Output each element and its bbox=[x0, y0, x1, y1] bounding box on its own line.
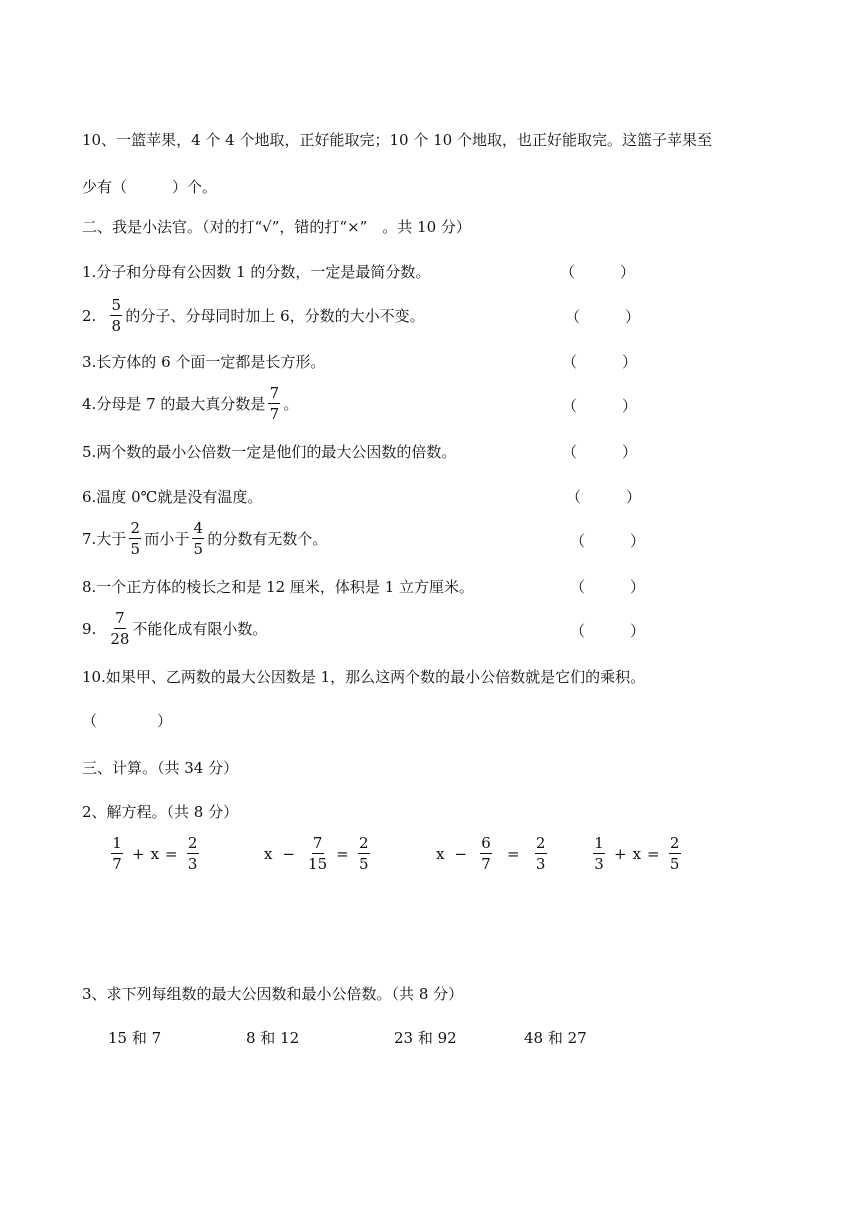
question-10-line-1: 10、一篮苹果，4 个 4 个地取，正好能取完；10 个 10 个地取，也正好能取完。这篮子苹果至 bbox=[82, 131, 712, 149]
equation-4 bbox=[590, 836, 684, 872]
answer-paren-6[interactable]: （ ） bbox=[566, 488, 642, 506]
judge-item-7 bbox=[82, 521, 327, 557]
judge-item-3: 3.长方体的 6 个面一定都是长方形。 bbox=[82, 353, 326, 371]
section-3-heading: 三、计算。（共 34 分） bbox=[82, 759, 239, 777]
fraction-numerator: 2 bbox=[187, 834, 198, 852]
fraction-numerator: 2 bbox=[130, 519, 141, 537]
item-7-text-post: 的分数有无数个。 bbox=[207, 530, 328, 548]
item-2-number: 2. bbox=[82, 307, 97, 325]
judge-item-10: 10.如果甲、乙两数的最大公因数是 1，那么这两个数的最小公倍数就是它们的乘积。 bbox=[82, 668, 646, 686]
fraction-denominator: 28 bbox=[110, 630, 130, 648]
fraction-numerator: 1 bbox=[112, 834, 122, 852]
fraction-denominator: 7 bbox=[112, 855, 122, 873]
answer-paren-10[interactable]: （ ） bbox=[82, 712, 173, 730]
fraction-7-7 bbox=[268, 386, 280, 422]
item-9-text: 不能化成有限小数。 bbox=[132, 620, 268, 638]
answer-paren-8[interactable]: （ ） bbox=[570, 578, 646, 596]
fraction-denominator: 5 bbox=[193, 540, 204, 558]
judge-item-5: 5.两个数的最小公倍数一定是他们的最大公因数的倍数。 bbox=[82, 443, 457, 461]
operator-plus: + bbox=[132, 844, 145, 863]
equals-sign: = bbox=[165, 844, 178, 863]
solve-equations-heading: 2、解方程。（共 8 分） bbox=[82, 803, 239, 821]
item-2-text: 的分子、分母同时加上 6，分数的大小不变。 bbox=[125, 307, 425, 325]
fraction-numerator: 2 bbox=[358, 834, 369, 852]
number-group-1: 15 和 7 bbox=[108, 1029, 162, 1047]
fraction-numerator: 6 bbox=[481, 834, 491, 852]
answer-paren-2[interactable]: （ ） bbox=[565, 308, 641, 326]
fraction-denominator: 5 bbox=[130, 540, 141, 558]
variable-x: x bbox=[436, 844, 445, 863]
fraction-numerator: 4 bbox=[193, 519, 204, 537]
judge-item-6: 6.温度 0℃就是没有温度。 bbox=[82, 488, 263, 506]
operator-minus: − bbox=[454, 844, 468, 863]
equation-fraction bbox=[535, 836, 547, 872]
equation-fraction bbox=[187, 836, 199, 872]
answer-paren-7[interactable]: （ ） bbox=[570, 532, 646, 550]
fraction-denominator: 7 bbox=[481, 855, 491, 873]
equation-2 bbox=[264, 836, 373, 872]
judge-item-1: 1.分子和分母有公因数 1 的分数，一定是最简分数。 bbox=[82, 263, 431, 281]
fraction-numerator: 2 bbox=[669, 834, 680, 852]
fraction-denominator: 5 bbox=[669, 855, 680, 873]
number-group-4: 48 和 27 bbox=[524, 1029, 587, 1047]
equation-fraction bbox=[111, 836, 123, 872]
answer-paren-3[interactable]: （ ） bbox=[562, 353, 638, 371]
equation-fraction bbox=[308, 836, 327, 872]
fraction-numerator: 2 bbox=[535, 834, 546, 852]
fraction-numerator: 7 bbox=[312, 834, 323, 852]
judge-item-2 bbox=[82, 298, 425, 334]
fraction-5-8 bbox=[110, 298, 122, 334]
fraction-numerator: 7 bbox=[115, 609, 125, 627]
equals-sign: = bbox=[507, 844, 520, 863]
item-4-text-post: 。 bbox=[283, 395, 299, 413]
fraction-4-5 bbox=[192, 521, 204, 557]
fraction-denominator: 8 bbox=[111, 317, 122, 335]
gcd-lcm-heading: 3、求下列每组数的最大公因数和最小公倍数。（共 8 分） bbox=[82, 985, 464, 1003]
judge-item-8: 8.一个正方体的棱长之和是 12 厘米，体积是 1 立方厘米。 bbox=[82, 578, 475, 596]
fraction-denominator: 3 bbox=[535, 855, 546, 873]
section-2-heading: 二、我是小法官。（对的打“√”，错的打“×” 。共 10 分） bbox=[82, 218, 471, 236]
judge-item-9 bbox=[82, 611, 267, 647]
answer-paren-5[interactable]: （ ） bbox=[562, 443, 638, 461]
equation-fraction bbox=[358, 836, 370, 872]
judge-item-4 bbox=[82, 386, 298, 422]
operator-minus: − bbox=[282, 844, 296, 863]
answer-paren-4[interactable]: （ ） bbox=[562, 397, 638, 415]
fraction-numerator: 7 bbox=[269, 384, 280, 402]
fraction-denominator: 5 bbox=[358, 855, 369, 873]
operator-plus: + bbox=[614, 844, 627, 863]
fraction-denominator: 15 bbox=[308, 855, 328, 873]
fraction-2-5 bbox=[129, 521, 141, 557]
fraction-denominator: 7 bbox=[269, 405, 280, 423]
fraction-numerator: 1 bbox=[594, 834, 604, 852]
item-7-text-pre: 7.大于 bbox=[82, 530, 127, 548]
question-10-line-2: 少有（ ）个。 bbox=[82, 178, 218, 196]
equation-3 bbox=[436, 836, 550, 872]
equation-fraction bbox=[480, 836, 492, 872]
item-9-number: 9. bbox=[82, 620, 97, 638]
item-4-text-pre: 4.分母是 7 的最大真分数是 bbox=[82, 395, 266, 413]
variable-x: x bbox=[150, 844, 160, 863]
equation-fraction bbox=[593, 836, 605, 872]
number-group-2: 8 和 12 bbox=[246, 1029, 300, 1047]
item-7-text-mid: 而小于 bbox=[144, 530, 190, 548]
equals-sign: = bbox=[647, 844, 660, 863]
answer-paren-1[interactable]: （ ） bbox=[560, 263, 636, 281]
answer-paren-9[interactable]: （ ） bbox=[570, 622, 646, 640]
number-group-3: 23 和 92 bbox=[394, 1029, 457, 1047]
fraction-denominator: 3 bbox=[594, 855, 604, 873]
variable-x: x bbox=[264, 844, 273, 863]
fraction-denominator: 3 bbox=[187, 855, 198, 873]
equation-1 bbox=[108, 836, 202, 872]
fraction-7-28 bbox=[110, 611, 129, 647]
equation-fraction bbox=[669, 836, 681, 872]
equals-sign: = bbox=[336, 844, 349, 863]
fraction-numerator: 5 bbox=[111, 296, 122, 314]
variable-x: x bbox=[632, 844, 642, 863]
